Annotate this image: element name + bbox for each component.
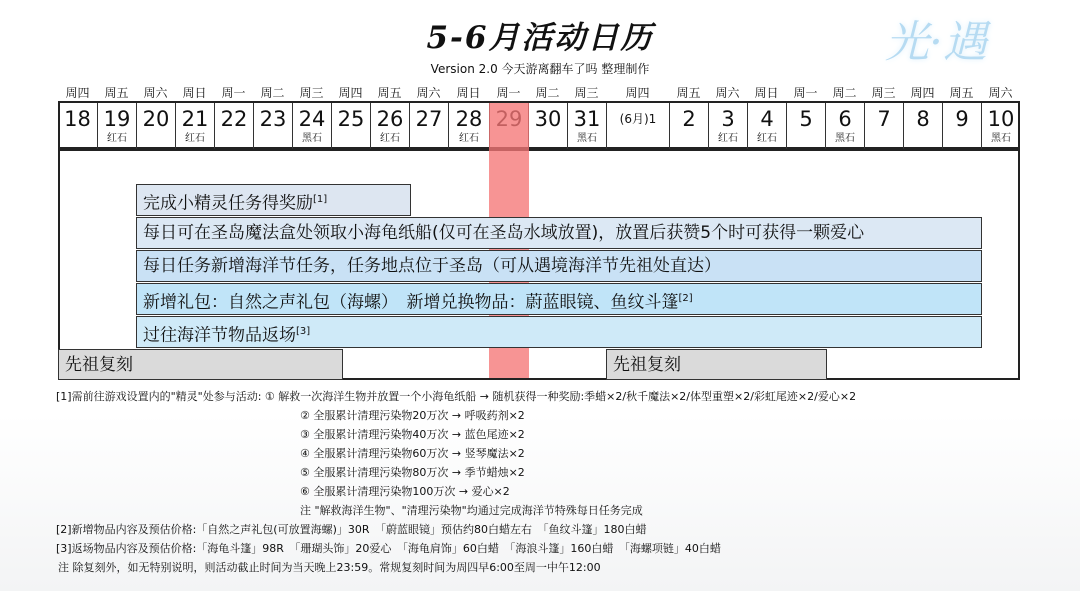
day-cell	[97, 103, 136, 149]
weekday-label: 周四	[910, 86, 935, 100]
day-cell	[747, 103, 786, 149]
weekday-label: 周五	[949, 86, 974, 100]
day-cell	[708, 103, 747, 149]
event-bar-sprite-task: 完成小精灵任务得奖励[1]	[136, 184, 411, 216]
footnote-1-tier-2: ② 全服累计清理污染物20万次 → 呼吸药剂×2	[300, 409, 525, 422]
day-note: 黑石	[835, 133, 855, 144]
day-number: 21	[181, 107, 209, 131]
weekday-label: 周四	[625, 86, 650, 100]
day-number: 3	[721, 107, 735, 131]
event-bar-returning-items: 过往海洋节物品返场[3]	[136, 316, 982, 348]
weekday-label: 周五	[377, 86, 402, 100]
day-note: 红石	[459, 133, 479, 144]
weekday-label: 周日	[182, 86, 207, 100]
day-number: 5	[799, 107, 813, 131]
day-number: 2	[682, 107, 696, 131]
day-note: 黑石	[577, 133, 597, 144]
weekday-label: 周日	[456, 86, 481, 100]
day-number: 24	[298, 107, 326, 131]
footnote-general: 注 除复刻外，如无特别说明，则活动截止时间为当天晚上23:59。常规复刻时间为周四早6:00至周一中午12:00	[58, 561, 601, 574]
day-number: 9	[955, 107, 969, 131]
event-bar-daily-quest: 每日任务新增海洋节任务，任务地点位于圣岛（可从遇境海洋节先祖处直达）	[136, 250, 982, 282]
day-cell	[528, 103, 567, 149]
day-cell	[669, 103, 708, 149]
day-note: 红石	[380, 133, 400, 144]
page-subtitle: Version 2.0 今天游离翻车了吗 整理制作	[430, 62, 650, 76]
day-number: 23	[259, 107, 287, 131]
weekday-label: 周二	[535, 86, 560, 100]
weekday-label: 周六	[715, 86, 740, 100]
event-bar-new-items: 新增礼包：自然之声礼包（海螺） 新增兑换物品：蔚蓝眼镜、鱼纹斗篷[2]	[136, 283, 982, 315]
day-number: 26	[376, 107, 404, 131]
weekday-label: 周一	[496, 86, 521, 100]
day-cell	[214, 103, 253, 149]
footnote-3: [3]返场物品内容及预估价格:「海龟斗篷」98R 「珊瑚头饰」20爱心 「海龟肩饰」60白蜡 「海浪斗篷」160白蜡 「海螺项链」40白蜡	[56, 542, 721, 555]
day-number: 30	[534, 107, 562, 131]
day-number: 10	[987, 107, 1015, 131]
day-note: 红石	[718, 133, 738, 144]
day-cell	[606, 103, 669, 149]
event-bar-spirit-rerun-1: 先祖复刻	[58, 349, 343, 380]
weekday-label: 周六	[143, 86, 168, 100]
page-title: 5-6月活动日历	[426, 20, 654, 56]
day-number: 19	[103, 107, 131, 131]
day-cell	[409, 103, 448, 149]
day-number: 31	[573, 107, 601, 131]
footnote-1-tier-6: ⑥ 全服累计清理污染物100万次 → 爱心×2	[300, 485, 510, 498]
day-note: 红石	[757, 133, 777, 144]
footnote-1-tier-4: ④ 全服累计清理污染物60万次 → 竖琴魔法×2	[300, 447, 525, 460]
day-number: 7	[877, 107, 891, 131]
day-cell	[942, 103, 981, 149]
day-note: 黑石	[991, 133, 1011, 144]
weekday-label: 周六	[416, 86, 441, 100]
weekday-label: 周四	[65, 86, 90, 100]
day-note: 黑石	[302, 133, 322, 144]
weekday-label: 周三	[299, 86, 324, 100]
day-cell	[786, 103, 825, 149]
weekday-label: 周二	[832, 86, 857, 100]
day-cell	[175, 103, 214, 149]
weekday-label: 周日	[754, 86, 779, 100]
weekday-label: 周一	[221, 86, 246, 100]
day-cell	[253, 103, 292, 149]
footnote-1-tier-5: ⑤ 全服累计清理污染物80万次 → 季节蜡烛×2	[300, 466, 525, 479]
day-cell	[136, 103, 175, 149]
weekday-label: 周六	[988, 86, 1013, 100]
day-cell	[58, 103, 97, 149]
footnote-1: [1]需前往游戏设置内的"精灵"处参与活动: ① 解救一次海洋生物并放置一个小海龟纸船 → 随机获得一种奖励:季蜡×2/秋千魔法×2/体型重塑×2/彩虹尾迹×2/爱心×2	[56, 390, 857, 403]
weekday-label: 周五	[676, 86, 701, 100]
event-bar-paper-boat: 每日可在圣岛魔法盒处领取小海龟纸船(仅可在圣岛水域放置)，放置后获赞5个时可获得一颗爱心	[136, 217, 982, 249]
weekday-label: 周三	[574, 86, 599, 100]
game-logo: 光·遇	[885, 17, 987, 68]
weekday-label: 周五	[104, 86, 129, 100]
day-cell	[331, 103, 370, 149]
day-cell	[370, 103, 409, 149]
day-cell	[825, 103, 864, 149]
weekday-label: 周二	[260, 86, 285, 100]
footnote-1-remark: 注 "解救海洋生物"、"清理污染物"均通过完成海洋节特殊每日任务完成	[300, 504, 643, 517]
day-number: 28	[455, 107, 483, 131]
day-number: 6	[838, 107, 852, 131]
day-number: (6月)1	[619, 112, 657, 126]
day-cell	[448, 103, 489, 149]
day-number: 4	[760, 107, 774, 131]
day-number: 22	[220, 107, 248, 131]
weekday-label: 周三	[871, 86, 896, 100]
day-cell	[292, 103, 331, 149]
weekday-label: 周四	[338, 86, 363, 100]
day-number: 8	[916, 107, 930, 131]
event-bar-spirit-rerun-2: 先祖复刻	[606, 349, 827, 380]
day-note: 红石	[185, 133, 205, 144]
day-number: 18	[64, 107, 91, 131]
day-cell	[567, 103, 606, 149]
day-cell	[981, 103, 1020, 149]
day-number: 27	[415, 107, 443, 131]
day-cell	[903, 103, 942, 149]
day-note: 红石	[107, 133, 127, 144]
footnote-1-tier-3: ③ 全服累计清理污染物40万次 → 蓝色尾迹×2	[300, 428, 525, 441]
day-number: 20	[142, 107, 170, 131]
footnote-2: [2]新增物品内容及预估价格:「自然之声礼包(可放置海螺)」30R 「蔚蓝眼镜」预估约80白蜡左右 「鱼纹斗篷」180白蜡	[56, 523, 647, 536]
day-cell	[864, 103, 903, 149]
weekday-label: 周一	[793, 86, 818, 100]
day-number: 25	[337, 107, 365, 131]
